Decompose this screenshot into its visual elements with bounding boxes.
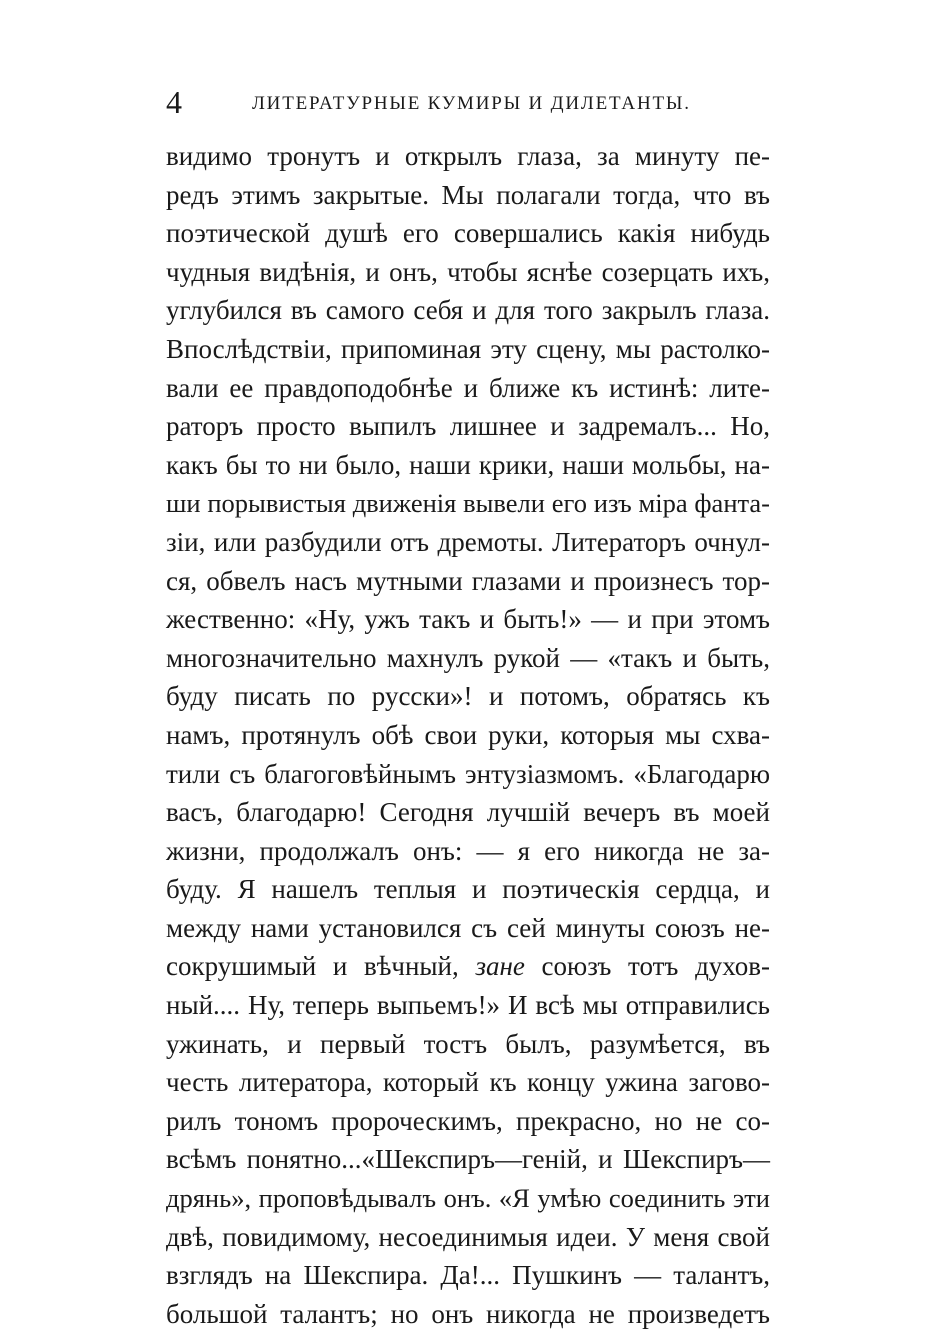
text-line: взглядъ на Шекспира. Да!... Пушкинъ — талантъ, (166, 1260, 770, 1291)
text-line: жественно: «Ну, ужъ такъ и быть!» — и при этомъ (166, 604, 770, 635)
text-line-mixed (166, 947, 770, 986)
text-line: рилъ тономъ пророческимъ, прекрасно, но не со- (166, 1105, 770, 1136)
text-line: ный.... Ну, теперь выпьемъ!» И всѣ мы отправились (166, 990, 770, 1021)
text-line: большой талантъ; но онъ никогда не произведетъ (166, 1298, 770, 1329)
text-line: честь литератора, который къ концу ужина загово- (166, 1067, 770, 1098)
text-line: всѣмъ понятно...«Шекспиръ—геній, и Шекспиръ— (166, 1144, 770, 1175)
page-number: 4 (166, 84, 182, 120)
text-line: тили съ благоговѣйнымъ энтузіазмомъ. «Благодарю (166, 758, 770, 789)
text-line: буду писать по русски»! и потомъ, обратясь къ (166, 681, 770, 712)
text-line: многозначительно махнулъ рукой — «такъ и быть, (166, 642, 770, 673)
text-segment: сокрушимый и вѣчный, (166, 951, 459, 982)
text-line: видимо тронутъ и открылъ глаза, за минуту пе- (166, 141, 770, 171)
text-line: ся, обвелъ насъ мутными глазами и произнесъ тор- (166, 565, 770, 596)
text-line: между нами установился съ сей минуты союзъ не- (166, 912, 770, 943)
running-title: ЛИТЕРАТУРНЫЕ КУМИРЫ И ДИЛЕТАНТЫ. (252, 93, 691, 114)
page-header (162, 82, 774, 122)
text-line: ши порывистыя движенія вывели его изъ міра фанта- (166, 488, 770, 519)
text-line: ужинать, и первый тостъ былъ, разумѣется, въ (166, 1028, 770, 1059)
text-segment: союзъ тотъ духов- (541, 951, 771, 982)
text-line: какъ бы то ни было, наши крики, наши мольбы, на- (166, 449, 770, 480)
text-line: раторъ просто выпилъ лишнее и задремалъ... Но, (166, 411, 770, 442)
text-line: васъ, благодарю! Сегодня лучшій вечеръ въ моей (166, 797, 770, 828)
text-line: редъ этимъ закрытые. Мы полагали тогда, что въ (166, 179, 770, 210)
text-line: двѣ, повидимому, несоединимыя идеи. У меня свой (166, 1221, 770, 1252)
text-line: намъ, протянулъ обѣ свои руки, которыя мы схва- (166, 719, 770, 750)
text-line: чудныя видѣнія, и онъ, чтобы яснѣе созерцать ихъ, (166, 256, 770, 287)
text-line: Впослѣдствіи, припоминая эту сцену, мы растолко- (166, 333, 770, 364)
text-line: буду. Я нашелъ теплыя и поэтическія сердца, и (166, 874, 770, 905)
text-line: зіи, или разбудили отъ дремоты. Литераторъ очнул- (166, 526, 770, 557)
text-line: вали ее правдоподобнѣе и ближе къ истинѣ: лите- (166, 372, 770, 403)
text-line: углубился въ самого себя и для того закрылъ глаза. (166, 295, 770, 326)
text-line: поэтической душѣ его совершались какія нибудь (166, 218, 770, 249)
text-line: дрянь», проповѣдывалъ онъ. «Я умѣю соединить эти (166, 1183, 770, 1214)
text-line: жизни, продолжалъ онъ: — я его никогда не за- (166, 835, 770, 866)
italic-word: зане (475, 951, 525, 982)
body-text (166, 137, 770, 1333)
